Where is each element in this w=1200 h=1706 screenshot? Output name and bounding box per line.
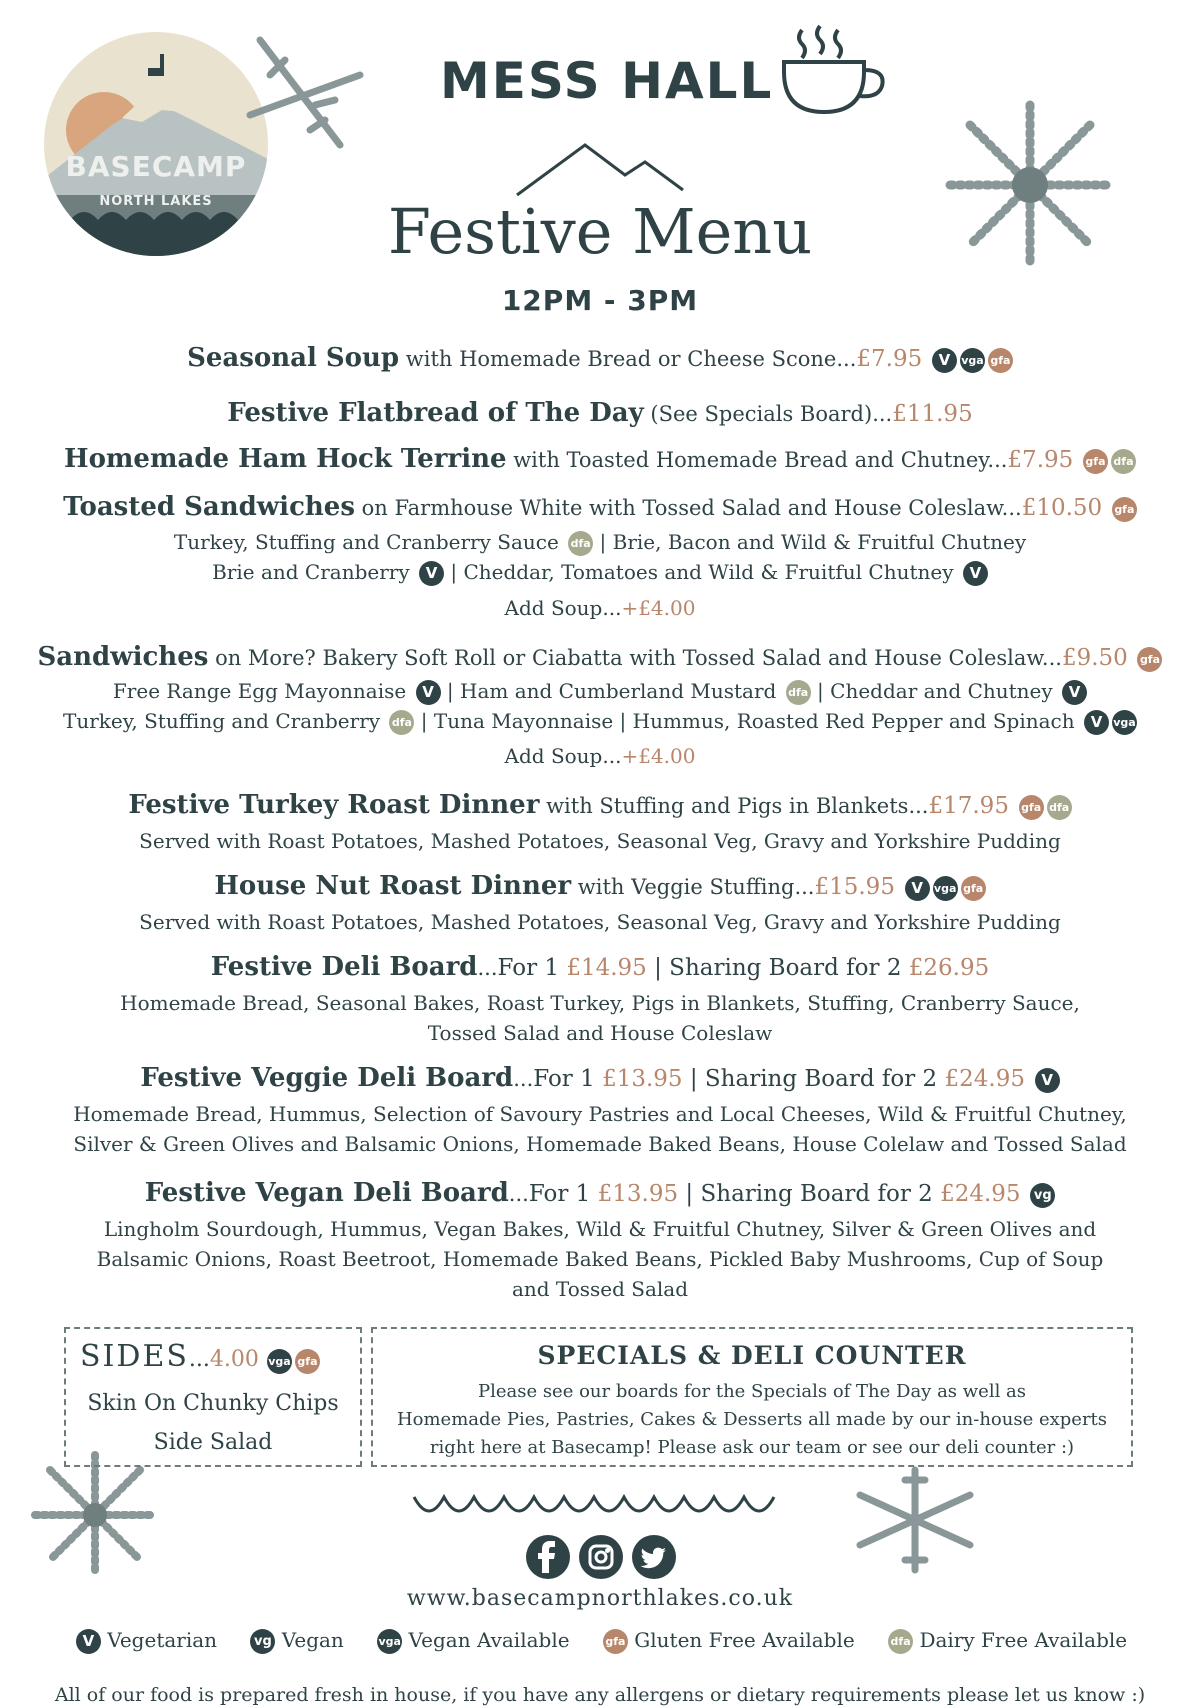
item-price: £7.95 [856,346,923,372]
menu-item-vegan-deli-board [0,1180,1200,1208]
add-soup [0,746,1200,766]
vegan-available-badge: vga [1112,710,1137,735]
menu-item-toasted-sandwiches [0,494,1200,522]
specials-text: right here at Basecamp! Please ask our team or see our deli counter :) [429,1437,1075,1458]
sharing-label: | Sharing Board for 2 [646,955,909,981]
item-desc: on More? Bakery Soft Roll or Ciabatta with Tossed Salad and House Coleslaw [208,646,1042,670]
specials-text: Please see our boards for the Specials of The Day as well as [477,1381,1027,1402]
item-name: Festive Vegan Deli Board [144,1178,509,1208]
item-desc: with Stuffing and Pigs in Blankets [539,794,909,818]
item-price: £13.95 [602,1066,683,1092]
item-subtext: Served with Roast Potatoes, Mashed Potatoes, Seasonal Veg, Gravy and Yorkshire Pudding [139,829,1061,853]
item-subtext: Homemade Bread, Seasonal Bakes, Roast Turkey, Pigs in Blankets, Stuffing, Cranberry Sauce, [120,991,1080,1015]
item-options [0,680,1200,705]
website-link[interactable]: www.basecampnorthlakes.co.uk [406,1586,794,1611]
for-one-label: For 1 [497,955,567,981]
dairy-free-badge: dfa [786,680,811,705]
vegan-badge: vg [1030,1183,1055,1208]
item-subtext: Homemade Bread, Hummus, Selection of Savoury Pastries and Local Cheeses, Wild & Fruitful Chutney, [73,1102,1127,1126]
page-title: MESS HALL [440,52,774,110]
legend-label: Vegetarian [107,1628,218,1652]
snowflake-icon [850,1465,980,1579]
item-desc: on Farmhouse White with Tossed Salad and House Coleslaw [354,496,1002,520]
item-price: £13.95 [597,1181,679,1207]
legend-label: Gluten Free Available [634,1628,855,1652]
logo-sub: NORTH LAKES [99,194,213,209]
item-options [0,561,1200,586]
dairy-free-badge: dfa [1047,795,1072,820]
sharing-label: | Sharing Board for 2 [682,1066,945,1092]
vegan-badge: vg [250,1629,275,1654]
twitter-icon[interactable] [632,1535,676,1579]
add-soup-price: +£4.00 [621,596,696,620]
sides-item: Skin On Chunky Chips [87,1391,339,1416]
gluten-free-badge: gfa [988,348,1013,373]
dots: ... [602,596,622,620]
item-name: House Nut Roast Dinner [214,871,572,901]
gluten-free-badge: gfa [961,876,986,901]
menu-item-deli-board [0,954,1200,980]
dots: ... [1041,646,1062,670]
gluten-free-badge: gfa [1112,497,1137,522]
sides-title: SIDES [80,1339,189,1374]
item-name: Festive Turkey Roast Dinner [128,790,540,820]
menu-item-sandwiches [0,644,1200,672]
item-subtext: and Tossed Salad [511,1277,689,1301]
dots: ... [908,794,929,818]
dots: ... [602,744,622,768]
item-subtext: Silver & Green Olives and Balsamic Onions, Homemade Baked Beans, House Colelaw and Tossed Salad [73,1132,1127,1156]
vegetarian-badge: V [1084,710,1109,735]
legend-label: Dairy Free Available [919,1628,1128,1652]
item-name: Festive Flatbread of The Day [227,398,644,428]
item-price: £10.50 [1021,495,1103,521]
gluten-free-badge: gfa [295,1349,320,1374]
menu-item-terrine [0,446,1200,474]
item-name: Seasonal Soup [187,343,400,373]
option-text: | Ham and Cumberland Mustard [446,679,783,703]
dots: ... [794,875,815,899]
dots: ... [987,448,1008,472]
snowflake-icon [240,30,370,164]
vegan-available-badge: vga [267,1349,292,1374]
logo-name: BASECAMP [65,150,247,183]
dots: ... [836,347,857,371]
dots: ... [1001,496,1022,520]
add-soup [0,598,1200,618]
item-price: £26.95 [908,955,990,981]
gluten-free-badge: gfa [1019,795,1044,820]
add-soup-label: Add Soup [504,596,603,620]
dots: ... [188,1347,210,1372]
item-price: £7.95 [1007,447,1074,473]
menu-item-turkey-roast [0,792,1200,820]
specials-title: SPECIALS & DELI COUNTER [537,1341,967,1370]
gluten-free-badge: gfa [1137,647,1162,672]
item-desc: with Homemade Bread or Cheese Scone [399,347,837,371]
menu-subtitle: Festive Menu [387,195,813,268]
serving-hours: 12PM - 3PM [501,284,699,317]
gluten-free-badge: gfa [1083,449,1108,474]
option-text: Turkey, Stuffing and Cranberry Sauce [173,530,566,554]
wave-divider [410,1493,790,1531]
sides-price: 4.00 [209,1347,259,1372]
item-name: Sandwiches [37,642,209,672]
item-options [0,710,1200,735]
add-soup-label: Add Soup [504,744,603,768]
specials-box [371,1327,1133,1467]
vegetarian-badge: V [76,1629,101,1654]
for-one-label: For 1 [533,1066,603,1092]
menu-item-nut-roast [0,873,1200,901]
item-price: £15.95 [814,874,895,900]
legend-label: Vegan [281,1628,344,1652]
facebook-icon[interactable] [526,1535,570,1579]
dots: ... [513,1067,534,1091]
item-desc: with Veggie Stuffing [571,875,795,899]
item-desc: with Toasted Homemade Bread and Chutney [506,448,988,472]
snowflake-icon [30,1450,160,1584]
menu-item-veggie-deli-board [0,1065,1200,1093]
vegetarian-badge: V [1062,680,1087,705]
vegetarian-badge: V [416,680,441,705]
item-price: £11.95 [892,401,973,427]
allergen-footer: All of our food is prepared fresh in house, if you have any allergens or dietary requirements please let us know :) [54,1684,1146,1706]
for-one-label: For 1 [528,1181,598,1207]
item-subtext: Served with Roast Potatoes, Mashed Potatoes, Seasonal Veg, Gravy and Yorkshire Pudding [139,910,1061,934]
vegetarian-badge: V [963,561,988,586]
item-subtext: Balsamic Onions, Roast Beetroot, Homemade Baked Beans, Pickled Baby Mushrooms, Cup of Soup [96,1247,1104,1271]
item-name: Festive Veggie Deli Board [140,1063,514,1093]
vegetarian-badge: V [905,876,930,901]
item-price: £17.95 [928,793,1009,819]
legend-label: Vegan Available [408,1628,570,1652]
dots: ... [477,956,498,980]
item-price: £24.95 [940,1181,1021,1207]
option-text: | Cheddar, Tomatoes and Wild & Fruitful Chutney [450,560,960,584]
instagram-icon[interactable] [579,1535,623,1579]
item-name: Festive Deli Board [210,952,478,982]
item-name: Toasted Sandwiches [63,492,355,522]
coffee-cup-icon [780,20,890,124]
option-text: | Tuna Mayonnaise | Hummus, Roasted Red Pepper and Spinach [420,709,1081,733]
sharing-label: | Sharing Board for 2 [678,1181,941,1207]
option-text: Turkey, Stuffing and Cranberry [63,709,387,733]
vegetarian-badge: V [419,561,444,586]
menu-item-seasonal-soup [0,345,1200,373]
dairy-free-badge: dfa [389,710,414,735]
add-soup-price: +£4.00 [621,744,696,768]
dairy-free-badge: dfa [1111,449,1136,474]
item-price: £9.50 [1061,645,1128,671]
item-desc: (See Specials Board) [643,402,873,426]
item-price: £14.95 [566,955,647,981]
menu-item-flatbread [0,400,1200,426]
item-name: Homemade Ham Hock Terrine [64,444,507,474]
vegetarian-badge: V [932,348,957,373]
dots: ... [508,1182,529,1206]
sides-item: Side Salad [153,1430,273,1455]
item-price: £24.95 [944,1066,1025,1092]
dietary-legend [0,1628,1200,1654]
item-subtext: Tossed Salad and House Coleslaw [427,1021,773,1045]
vegan-available-badge: vga [377,1629,402,1654]
dots: ... [872,402,893,426]
vegan-available-badge: vga [933,876,958,901]
vegan-available-badge: vga [960,348,985,373]
gluten-free-badge: gfa [603,1629,628,1654]
option-text: | Cheddar and Chutney [817,679,1060,703]
dairy-free-badge: dfa [888,1629,913,1654]
vegetarian-badge: V [1035,1068,1060,1093]
specials-text: Homemade Pies, Pastries, Cakes & Desserts all made by our in-house experts [396,1409,1108,1430]
option-text: Brie and Cranberry [212,560,416,584]
item-options [0,531,1200,556]
option-text: | Brie, Bacon and Wild & Fruitful Chutney [599,530,1027,554]
dairy-free-badge: dfa [568,531,593,556]
item-subtext: Lingholm Sourdough, Hummus, Vegan Bakes, Wild & Fruitful Chutney, Silver & Green Olives and [103,1217,1097,1241]
sides-box [64,1327,362,1467]
option-text: Free Range Egg Mayonnaise [112,679,413,703]
